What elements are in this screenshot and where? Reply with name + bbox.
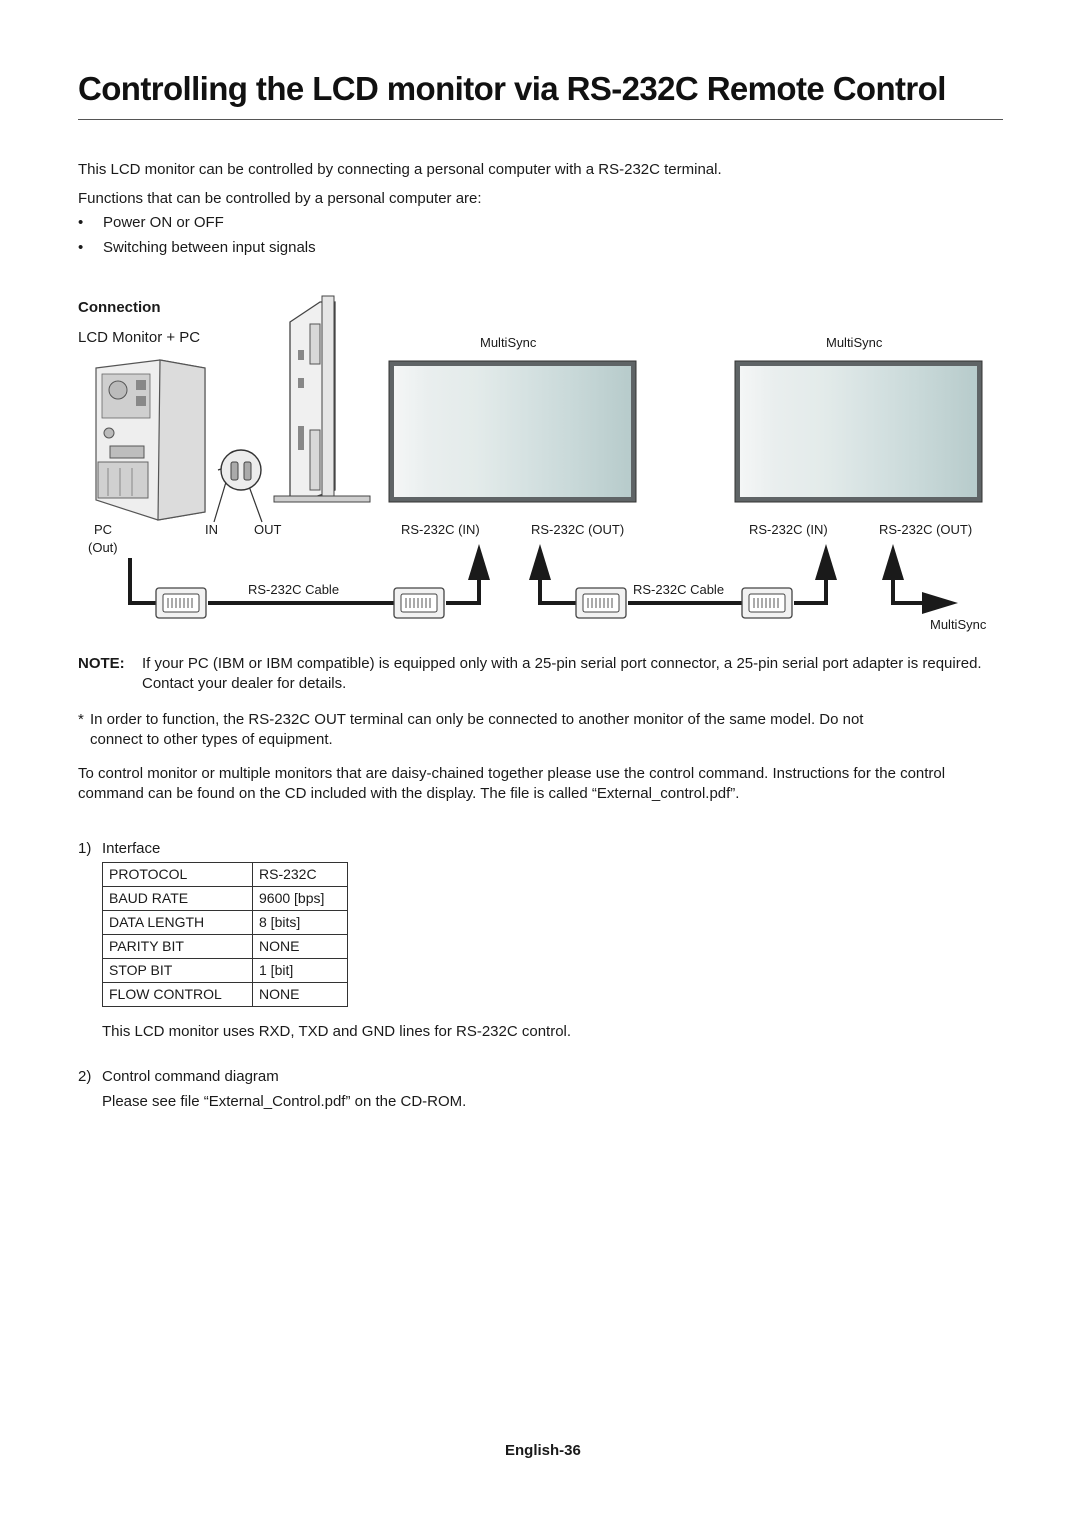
table-key: PARITY BIT xyxy=(103,935,253,959)
arrow-right-icon xyxy=(922,592,958,614)
rs232c-in-label-1: RS-232C (IN) xyxy=(401,522,480,537)
table-key: BAUD RATE xyxy=(103,887,253,911)
table-key: DATA LENGTH xyxy=(103,911,253,935)
table-row xyxy=(103,935,348,959)
table-row xyxy=(103,863,348,887)
cable-plug xyxy=(394,588,444,618)
command-text: Please see file “External_Control.pdf” on the CD-ROM. xyxy=(102,1093,467,1110)
monitor-2 xyxy=(735,361,982,502)
multisync-label-3: MultiSync xyxy=(930,617,987,632)
arrow-up-icon xyxy=(882,544,904,580)
intro-line-2: Functions that can be controlled by a personal computer are: xyxy=(78,190,482,207)
monitor-side-view xyxy=(274,296,370,502)
cable-plug xyxy=(742,588,792,618)
bullet-item-input: Switching between input signals xyxy=(103,239,316,256)
cable-label-1: RS-232C Cable xyxy=(248,582,340,597)
interface-number: 1) xyxy=(78,840,92,857)
table-value: 8 [bits] xyxy=(253,911,348,935)
note-label: NOTE: xyxy=(78,655,125,672)
table-key: STOP BIT xyxy=(103,959,253,983)
intro-line-1: This LCD monitor can be controlled by connecting a personal computer with a RS-232C terminal. xyxy=(78,161,722,178)
cable-label-2: RS-232C Cable xyxy=(633,582,725,597)
out-label: OUT xyxy=(254,522,282,537)
connection-heading: Connection xyxy=(78,299,161,316)
port-zoom xyxy=(214,450,262,522)
bullet-dot: • xyxy=(78,239,84,256)
asterisk-mark: * xyxy=(78,711,84,728)
rs232c-out-label-2: RS-232C (OUT) xyxy=(879,522,973,537)
control-paragraph: To control monitor or multiple monitors that are daisy-chained together please use the control command. Instructions for the control command can be found on the CD included with the display. The file is called “External_control.pdf”. xyxy=(78,765,946,802)
table-key: PROTOCOL xyxy=(103,863,253,887)
table-row xyxy=(103,887,348,911)
connection-diagram xyxy=(0,0,1080,660)
pc-out-label: (Out) xyxy=(88,540,118,555)
table-value: 1 [bit] xyxy=(253,959,348,983)
bullet-item-power: Power ON or OFF xyxy=(103,214,224,231)
table-row xyxy=(103,959,348,983)
interface-table xyxy=(102,862,348,1007)
table-row xyxy=(103,983,348,1007)
note-text: If your PC (IBM or IBM compatible) is equipped only with a 25-pin serial port connector, a 25-pin serial port adapter is required. Contact your dealer for details. xyxy=(142,655,982,692)
command-number: 2) xyxy=(78,1068,92,1085)
page-title: Controlling the LCD monitor via RS-232C Remote Control xyxy=(78,70,946,107)
command-heading: Control command diagram xyxy=(102,1068,279,1085)
cable-plug xyxy=(156,588,206,618)
rs232c-in-label-2: RS-232C (IN) xyxy=(749,522,828,537)
rs232c-out-label-1: RS-232C (OUT) xyxy=(531,522,625,537)
pc-tower xyxy=(96,360,205,520)
cable-plug xyxy=(576,588,626,618)
connection-subheading: LCD Monitor + PC xyxy=(78,329,201,346)
multisync-label-1: MultiSync xyxy=(480,335,537,350)
pc-label: PC xyxy=(94,522,113,537)
table-value: NONE xyxy=(253,983,348,1007)
arrow-up-icon xyxy=(468,544,490,580)
table-value: RS-232C xyxy=(253,863,348,887)
table-key: FLOW CONTROL xyxy=(103,983,253,1007)
table-row xyxy=(103,911,348,935)
asterisk-text: In order to function, the RS-232C OUT terminal can only be connected to another monitor of the same model. Do not connect to other types of equipment. xyxy=(90,711,864,748)
arrow-up-icon xyxy=(529,544,551,580)
table-value: NONE xyxy=(253,935,348,959)
multisync-label-2: MultiSync xyxy=(826,335,883,350)
table-value: 9600 [bps] xyxy=(253,887,348,911)
interface-footer: This LCD monitor uses RXD, TXD and GND lines for RS-232C control. xyxy=(102,1023,572,1040)
arrow-up-icon xyxy=(815,544,837,580)
interface-heading: Interface xyxy=(102,840,161,857)
bullet-dot: • xyxy=(78,214,84,231)
monitor-1 xyxy=(389,361,636,502)
page-footer: English-36 xyxy=(505,1442,581,1459)
in-label: IN xyxy=(205,522,218,537)
